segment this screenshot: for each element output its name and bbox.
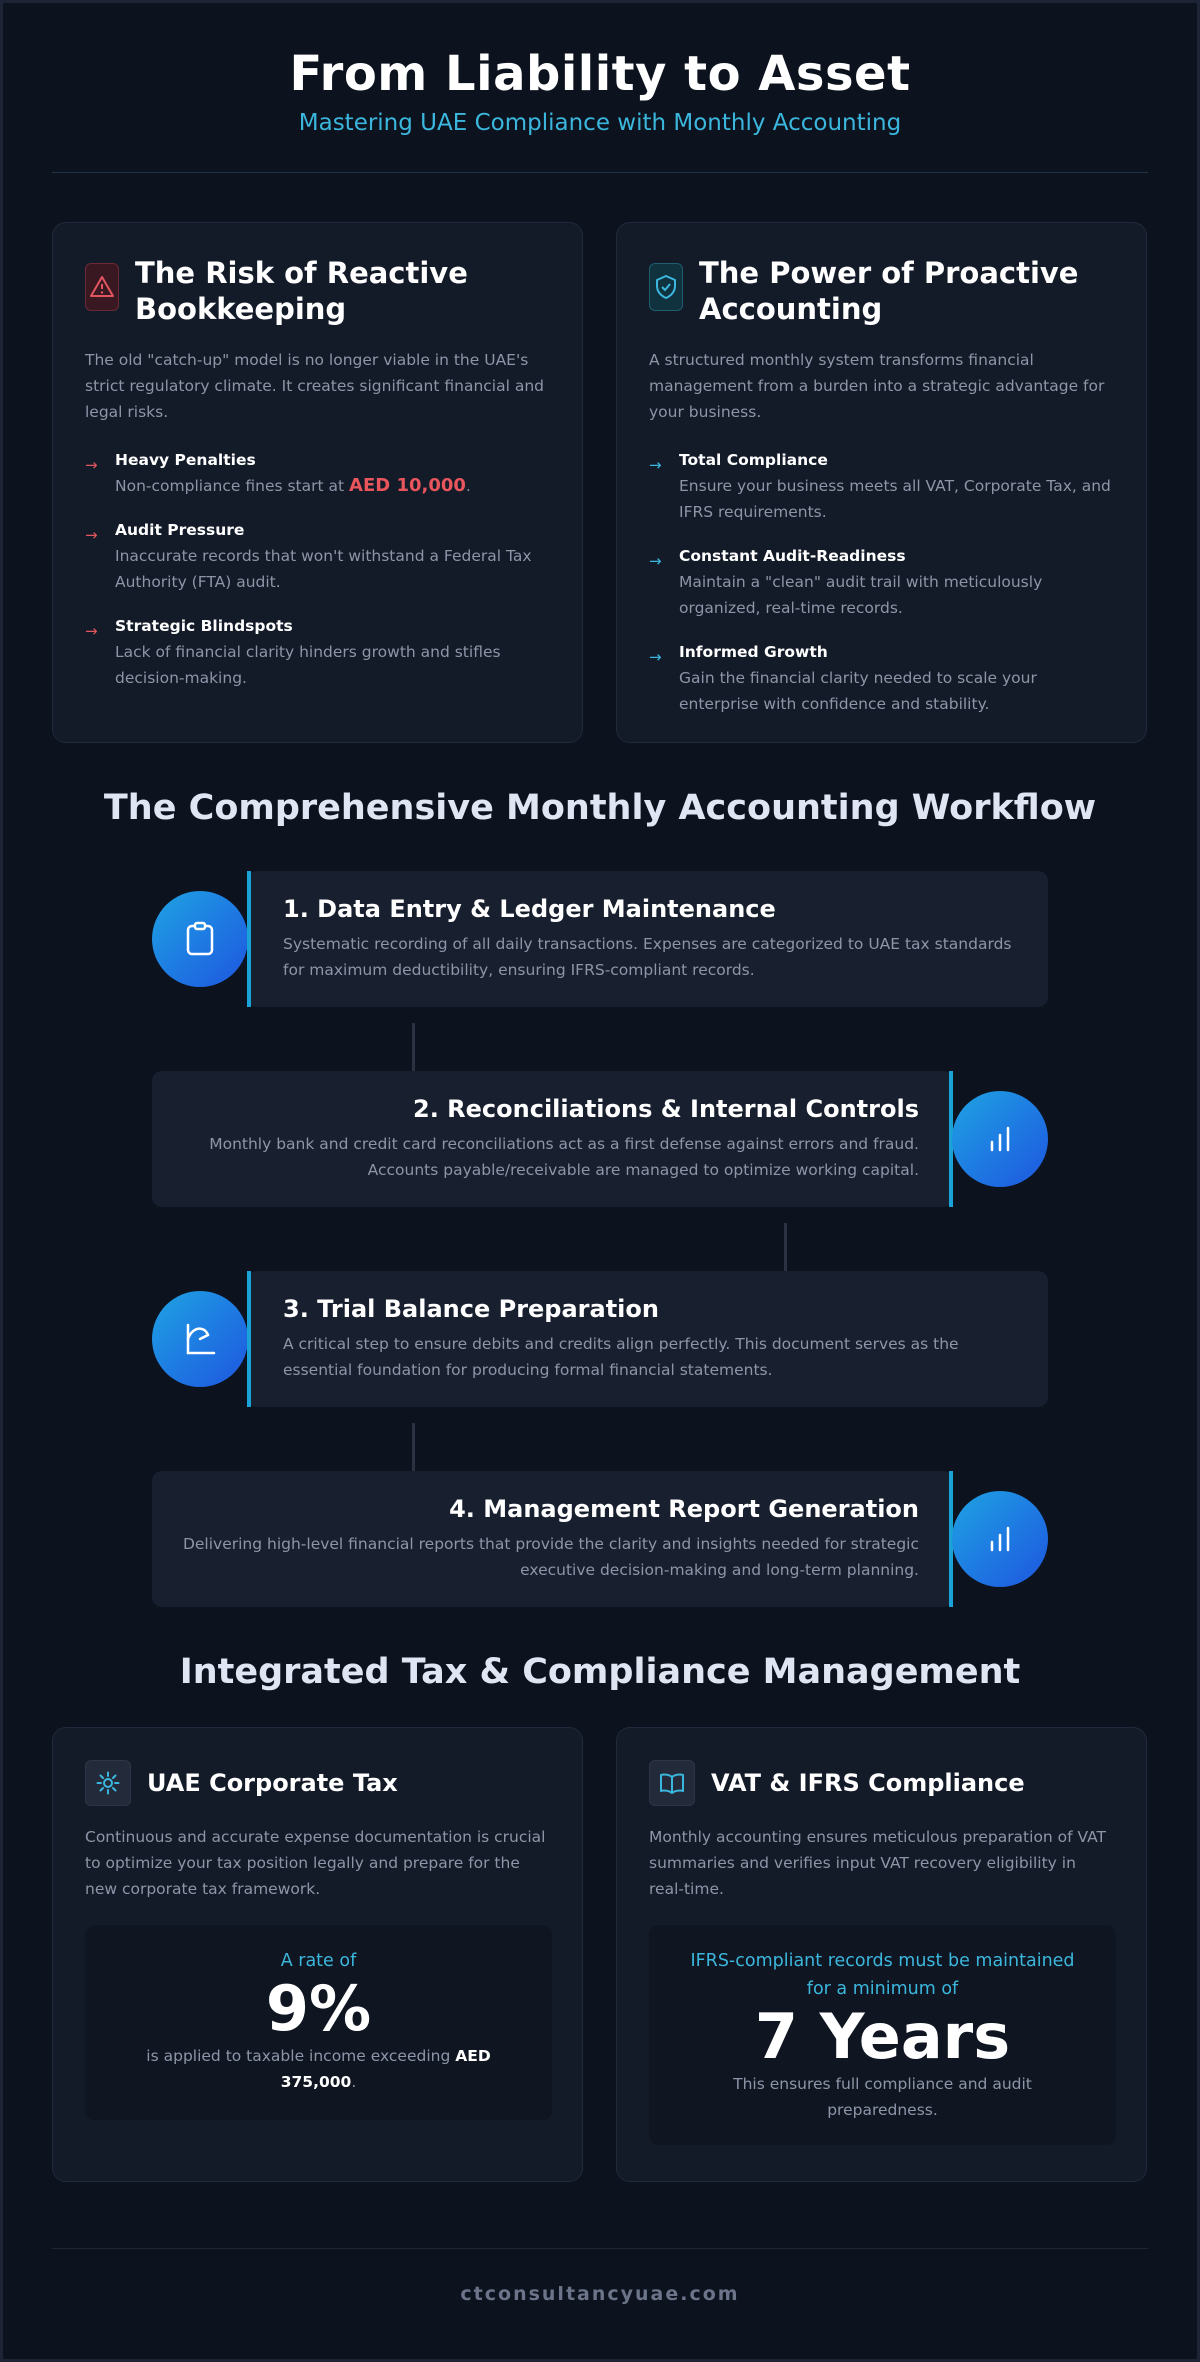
- stat-label: A rate of: [280, 1951, 357, 1971]
- risk-point-desc: Lack of financial clarity hinders growth and stifles decision-making.: [115, 643, 501, 687]
- arrow-right-icon: →: [649, 648, 662, 666]
- book-icon: [649, 1760, 695, 1806]
- bar-chart-icon: [952, 1491, 1048, 1587]
- step-desc: Monthly bank and credit card reconciliations act as a first defense against errors and fraud. Accounts payable/receivable are managed to optimize working capital.: [209, 1135, 919, 1179]
- header-divider: [52, 172, 1148, 173]
- stat-value: 9%: [265, 1972, 372, 2045]
- stat-label: IFRS-compliant records must be maintained for a minimum of: [690, 1951, 1075, 1999]
- step-title: 1. Data Entry & Ledger Maintenance: [283, 895, 776, 923]
- sun-icon: [85, 1760, 131, 1806]
- risk-intro: The old "catch-up" model is no longer viable in the UAE's strict regulatory climate. It creates significant financial and legal risks.: [85, 351, 544, 421]
- arrow-right-icon: →: [649, 552, 662, 570]
- step-title: 3. Trial Balance Preparation: [283, 1295, 659, 1323]
- arrow-right-icon: →: [85, 456, 98, 474]
- stat-value: 7 Years: [754, 2000, 1011, 2073]
- risk-point: [85, 615, 550, 691]
- power-card: [616, 222, 1147, 743]
- corporate-tax-title: UAE Corporate Tax: [147, 1769, 398, 1797]
- scale-icon: [152, 1291, 248, 1387]
- risk-title: The Risk of Reactive Bookkeeping: [135, 256, 468, 326]
- stat-caption: is applied to taxable income exceeding AED 375,000.: [146, 2047, 491, 2091]
- clipboard-icon: [152, 891, 248, 987]
- power-point: [649, 545, 1114, 621]
- risk-point-title: Strategic Blindspots: [115, 617, 293, 635]
- step-connector: [412, 1023, 415, 1071]
- vat-ifrs-intro: Monthly accounting ensures meticulous preparation of VAT summaries and verifies input VAT recovery eligibility in real-time.: [649, 1828, 1107, 1898]
- power-intro: A structured monthly system transforms financial management from a burden into a strategic advantage for your business.: [649, 351, 1105, 421]
- header: [0, 46, 1200, 136]
- tax-section-title: Integrated Tax & Compliance Management: [179, 1652, 1021, 1692]
- step-desc: Delivering high-level financial reports that provide the clarity and insights needed for strategic executive decision-making and long-term planning.: [182, 1535, 919, 1579]
- stat-caption: This ensures full compliance and audit preparedness.: [733, 2075, 1032, 2119]
- footer-website[interactable]: ctconsultancyuae.com: [460, 2283, 740, 2305]
- risk-point-desc: Inaccurate records that won't withstand a Federal Tax Authority (FTA) audit.: [115, 547, 532, 591]
- page-title: From Liability to Asset: [289, 46, 911, 102]
- workflow-step-4: [152, 1471, 953, 1607]
- power-point-desc: Gain the financial clarity needed to scale your enterprise with confidence and stability.: [679, 669, 1037, 713]
- vat-ifrs-card: [616, 1727, 1147, 2182]
- power-title: The Power of Proactive Accounting: [699, 256, 1079, 326]
- arrow-right-icon: →: [85, 622, 98, 640]
- corporate-tax-card: [52, 1727, 583, 2182]
- penalty-amount: AED 10,000: [349, 475, 466, 496]
- power-point-title: Total Compliance: [679, 451, 828, 469]
- workflow-title: The Comprehensive Monthly Accounting Workflow: [103, 788, 1097, 828]
- vat-ifrs-title: VAT & IFRS Compliance: [711, 1769, 1025, 1797]
- power-point: [649, 449, 1114, 525]
- risk-point-desc: Non-compliance fines start at AED 10,000.: [115, 475, 471, 496]
- step-title: 2. Reconciliations & Internal Controls: [413, 1095, 919, 1123]
- workflow-step-1: [247, 871, 1048, 1007]
- step-title: 4. Management Report Generation: [449, 1495, 919, 1523]
- power-point-desc: Ensure your business meets all VAT, Corporate Tax, and IFRS requirements.: [679, 477, 1111, 521]
- page-subtitle: Mastering UAE Compliance with Monthly Accounting: [298, 110, 902, 136]
- risk-point: [85, 519, 550, 595]
- footer-divider: [52, 2248, 1148, 2249]
- warning-icon: [85, 263, 119, 311]
- power-point-title: Constant Audit-Readiness: [679, 547, 906, 565]
- arrow-right-icon: →: [85, 526, 98, 544]
- risk-point-title: Audit Pressure: [115, 521, 245, 539]
- risk-card: [52, 222, 583, 743]
- corporate-tax-stat: [85, 1925, 552, 2120]
- power-point-title: Informed Growth: [679, 643, 828, 661]
- vat-ifrs-stat: [649, 1925, 1116, 2145]
- step-connector: [412, 1423, 415, 1471]
- power-point-desc: Maintain a "clean" audit trail with meticulously organized, real-time records.: [679, 573, 1043, 617]
- workflow-step-3: [247, 1271, 1048, 1407]
- risk-point-title: Heavy Penalties: [115, 451, 256, 469]
- step-desc: Systematic recording of all daily transactions. Expenses are categorized to UAE tax standards for maximum deductibility, ensuring IFRS-compliant records.: [283, 935, 1012, 979]
- bar-chart-icon: [952, 1091, 1048, 1187]
- corporate-tax-intro: Continuous and accurate expense documentation is crucial to optimize your tax position legally and prepare for the new corporate tax framework.: [85, 1828, 546, 1898]
- step-desc: A critical step to ensure debits and credits align perfectly. This document serves as the essential foundation for producing formal financial statements.: [283, 1335, 959, 1379]
- workflow-step-2: [152, 1071, 953, 1207]
- step-connector: [784, 1223, 787, 1271]
- arrow-right-icon: →: [649, 456, 662, 474]
- power-point: [649, 641, 1114, 717]
- risk-point: [85, 449, 550, 499]
- shield-check-icon: [649, 263, 683, 311]
